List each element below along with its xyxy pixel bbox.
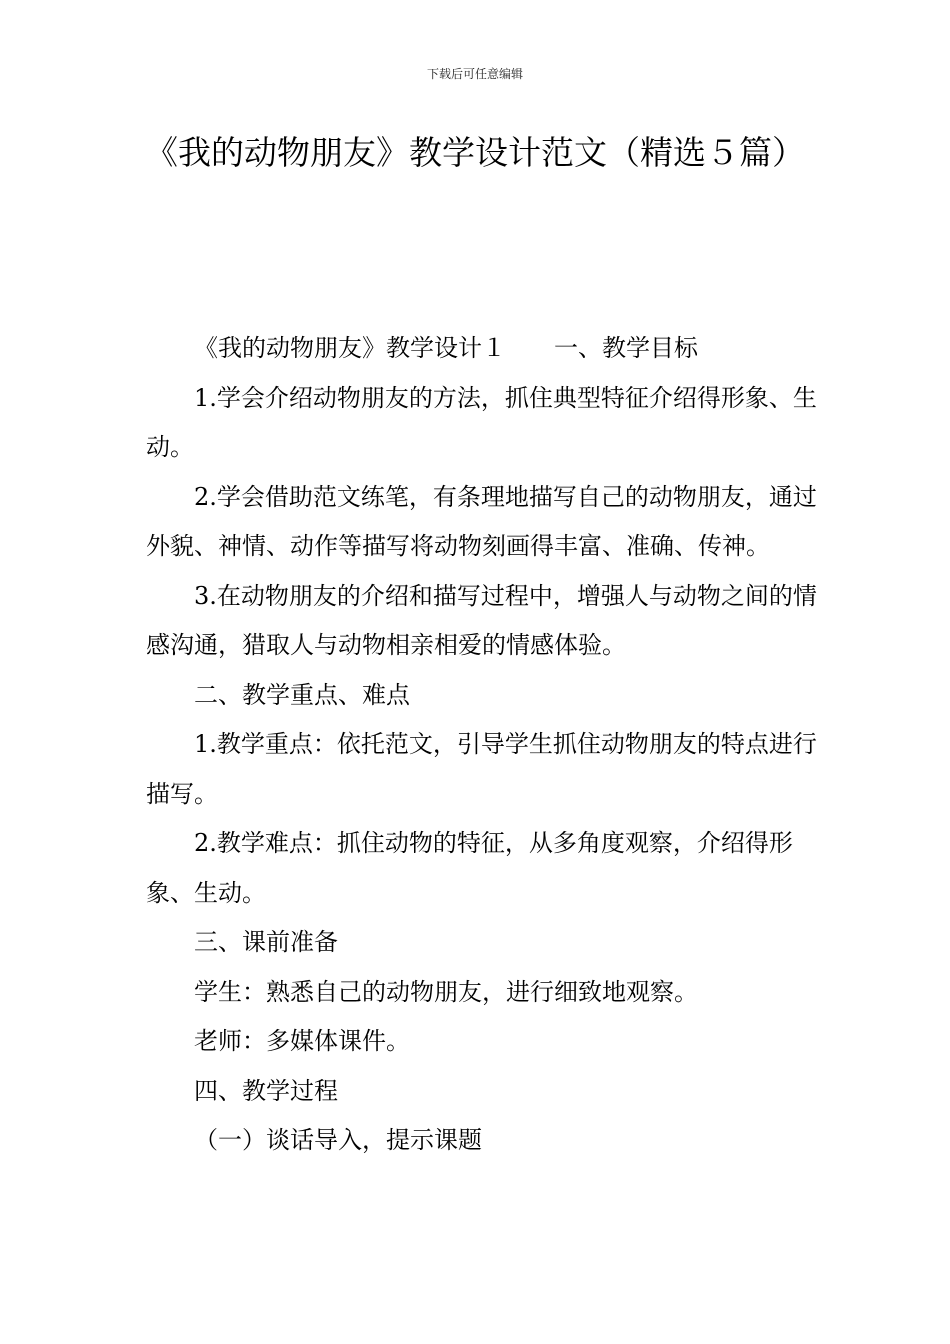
objective-3: 3.在动物朋友的介绍和描写过程中，增强人与动物之间的情感沟通，猎取人与动物相亲相爱的情感体验。	[146, 581, 817, 659]
section-intro-line	[146, 324, 822, 374]
objective-2: 2.学会借助范文练笔，有条理地描写自己的动物朋友，通过外貌、神情、动作等描写将动物刻画得丰富、准确、传神。	[146, 482, 817, 560]
process-step-1: （一）谈话导入，提示课题	[194, 1126, 482, 1154]
preparation-teacher: 老师：多媒体课件。	[194, 1027, 410, 1055]
section-heading-process: 四、教学过程	[194, 1076, 338, 1105]
section-heading-preparation: 三、课前准备	[194, 928, 338, 956]
objective-1: 1.学会介绍动物朋友的方法，抓住典型特征介绍得形象、生动。	[146, 383, 817, 461]
design-heading: 《我的动物朋友》教学设计１	[194, 334, 506, 362]
section-heading-key-points: 二、教学重点、难点	[194, 680, 410, 709]
key-point: 1.教学重点：依托范文，引导学生抓住动物朋友的特点进行描写。	[146, 730, 817, 808]
preparation-students: 学生：熟悉自己的动物朋友，进行细致地观察。	[194, 977, 698, 1006]
header-note: 下载后可任意编辑	[426, 67, 523, 81]
document-title: 《我的动物朋友》教学设计范文（精选５篇）	[145, 133, 805, 172]
difficult-point: 2.教学难点：抓住动物的特征，从多角度观察，介绍得形象、生动。	[146, 829, 793, 907]
document-body	[146, 324, 822, 1166]
section-heading-objectives: 一、教学目标	[554, 334, 698, 362]
